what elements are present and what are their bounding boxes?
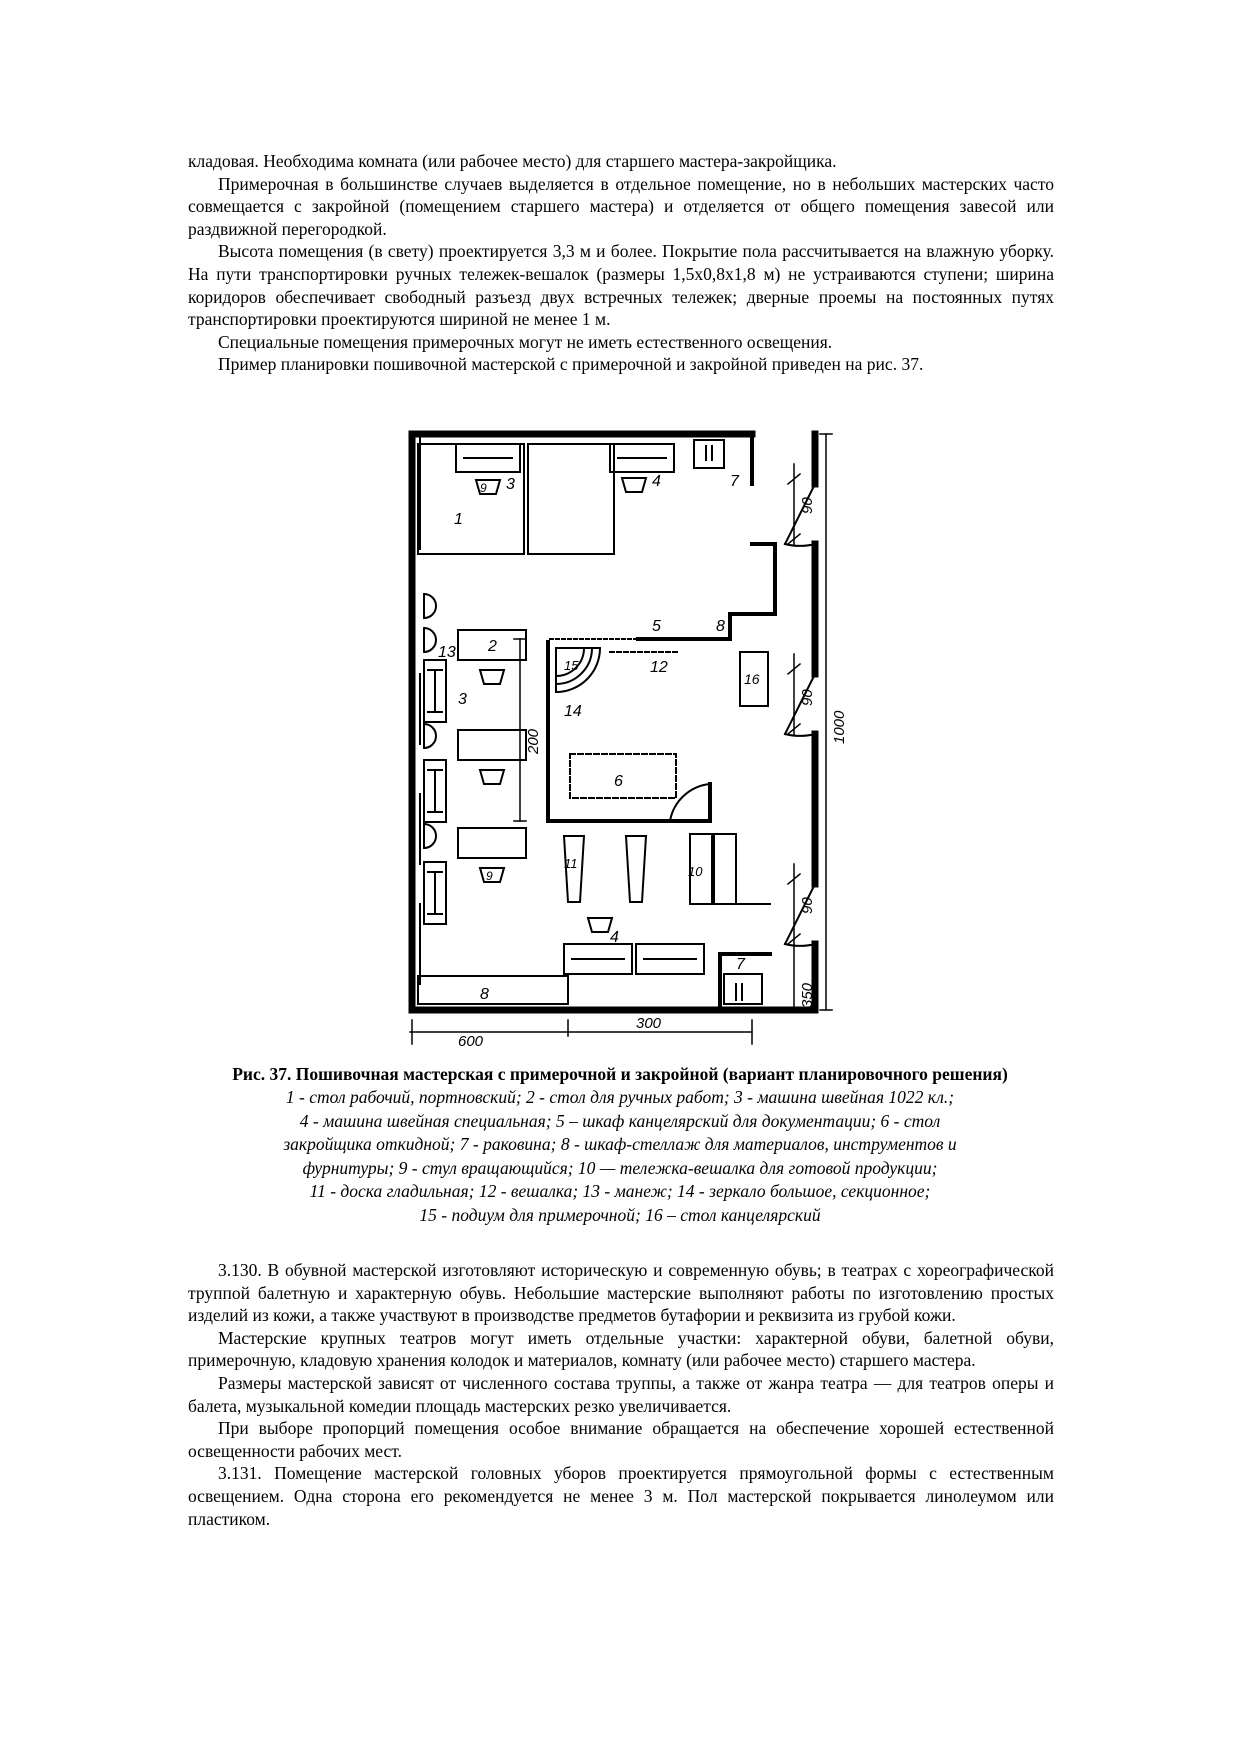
paragraph: Размеры мастерской зависят от численного состава труппы, а также от жанра театра — для театров оперы и балета, музыкальной комедии площадь мастерских резко увеличивается.: [188, 1372, 1054, 1416]
label-3a: 3: [506, 476, 515, 493]
ironing-board-11b: [626, 836, 646, 902]
legend-line: 11 - доска гладильная; 12 - вешалка; 13 - манеж; 14 - зеркало большое, секционное;: [309, 1181, 931, 1202]
label-16: 16: [744, 671, 760, 687]
table-1b: [528, 444, 614, 554]
paragraph: кладовая. Необходима комната (или рабочее место) для старшего мастера-закройщика.: [188, 151, 837, 171]
label-4a: 4: [652, 473, 661, 490]
table-1: [418, 444, 524, 554]
label-9a: 9: [480, 481, 487, 495]
label-14: 14: [564, 703, 582, 720]
dim-1000: 1000: [831, 710, 848, 744]
legend-line: закройщика откидной; 7 - раковина; 8 - шкаф-стеллаж для материалов, инструментов и: [283, 1134, 957, 1155]
label-12: 12: [650, 659, 668, 676]
label-13: 13: [438, 644, 456, 661]
figure-caption: [200, 1063, 1040, 1228]
legend-line: 1 - стол рабочий, портновский; 2 - стол для ручных работ; 3 - машина швейная 1022 кл.;: [285, 1087, 955, 1107]
label-11: 11: [564, 856, 578, 871]
legend-line: фурнитуры; 9 - стул вращающийся; 10 — тележка-вешалка для готовой продукции;: [302, 1157, 938, 1178]
table-2c: [458, 828, 526, 858]
manege-13c: [424, 724, 436, 748]
label-9b: 9: [486, 869, 493, 883]
paragraph: Примерочная в большинстве случаев выделяется в отдельное помещение, но в небольших мастерских часто совмещается с закройной (помещением старшего мастера) и отделяется от общего помещения завесой или раздвижной перегородкой.: [188, 173, 1054, 239]
dim-90-top: 90: [799, 497, 816, 514]
label-3b: 3: [458, 691, 467, 708]
floor-plan-figure: [380, 424, 920, 1049]
chair-2: [480, 670, 504, 684]
dim-300: 300: [636, 1015, 662, 1032]
manege-13a: [424, 594, 436, 618]
caption-legend: [200, 1086, 1040, 1228]
label-8a: 8: [716, 618, 725, 635]
label-5: 5: [652, 618, 661, 635]
dim-200: 200: [525, 728, 542, 754]
trolley-10b: [714, 834, 736, 904]
paragraph: Мастерские крупных театров могут иметь отдельные участки: характерной обуви, балетной обуви, примерочную, кладовую хранения колодок и материалов, комнату (или рабочее место) старшего мастера.: [188, 1327, 1054, 1371]
chair-top-2: [622, 478, 646, 492]
label-4b: 4: [610, 929, 619, 946]
paragraph: Пример планировки пошивочной мастерской с примерочной и закройной приведен на рис. 37.: [218, 354, 924, 375]
legend-line: 15 - подиум для примерочной; 16 – стол канцелярский: [419, 1204, 821, 1225]
dim-350: 350: [799, 982, 816, 1008]
paragraph: Специальные помещения примерочных могут не иметь естественного освещения.: [218, 331, 833, 352]
interior-partitions: [548, 434, 775, 1010]
chair-4-bottom: [588, 918, 612, 932]
manege-13b: [424, 628, 436, 652]
paragraph: Высота помещения (в свету) проектируется 3,3 м и более. Покрытие пола рассчитывается на влажную уборку. На пути транспортировки ручных тележек-вешалок (размеры 1,5х0,8х1,8 м) не устраиваются ступени; ширина коридоров обеспечивает свободный разъезд двух встречных тележек; дверные проемы на постоянных путях транспортировки проектируются шириной не менее 1 м.: [188, 241, 1054, 330]
top-text-block: [188, 150, 1054, 376]
label-2: 2: [488, 638, 497, 655]
dim-600: 600: [458, 1033, 484, 1049]
label-15: 15: [564, 658, 579, 673]
dim-90-bottom: 90: [799, 897, 816, 914]
label-8b: 8: [480, 986, 489, 1003]
caption-title: Рис. 37. Пошивочная мастерская с примерочной и закройной (вариант планировочного решения): [232, 1064, 1008, 1084]
paragraph: 3.130. В обувной мастерской изготовляют историческую и современную обувь; в театрах с хореографической труппой балетную и характерную обувь. Небольшие мастерские выполняют работы по изготовлению простых изделий из кожи, а также участвуют в производстве предметов бутафории и реквизита из грубой кожи.: [188, 1260, 1054, 1326]
manege-13d: [424, 824, 436, 848]
paragraph: При выборе пропорций помещения особое внимание обращается на обеспечение хорошей естественной освещенности рабочих мест.: [188, 1418, 1054, 1461]
label-1: 1: [454, 511, 463, 528]
label-7b: 7: [736, 956, 745, 973]
cutter-table-6: [570, 754, 676, 798]
sink-7-top: [694, 440, 724, 468]
bottom-text-block: [188, 1259, 1054, 1530]
label-10: 10: [688, 864, 703, 879]
legend-line: 4 - машина швейная специальная; 5 – шкаф канцелярский для документации; 6 - стол: [299, 1110, 941, 1131]
table-2b: [458, 730, 526, 760]
chair-2b: [480, 770, 504, 784]
paragraph: 3.131. Помещение мастерской головных уборов проектируется прямоугольной формы с естественным освещением. Одна сторона его рекомендуется не менее 3 м. Пол мастерской покрывается линолеумом или пластиком.: [188, 1463, 1054, 1529]
label-6: 6: [614, 773, 623, 790]
furniture: [418, 440, 768, 1004]
label-7a: 7: [730, 473, 739, 490]
dim-90-mid: 90: [799, 689, 816, 706]
cabinet-8-bottom: [418, 976, 568, 1004]
